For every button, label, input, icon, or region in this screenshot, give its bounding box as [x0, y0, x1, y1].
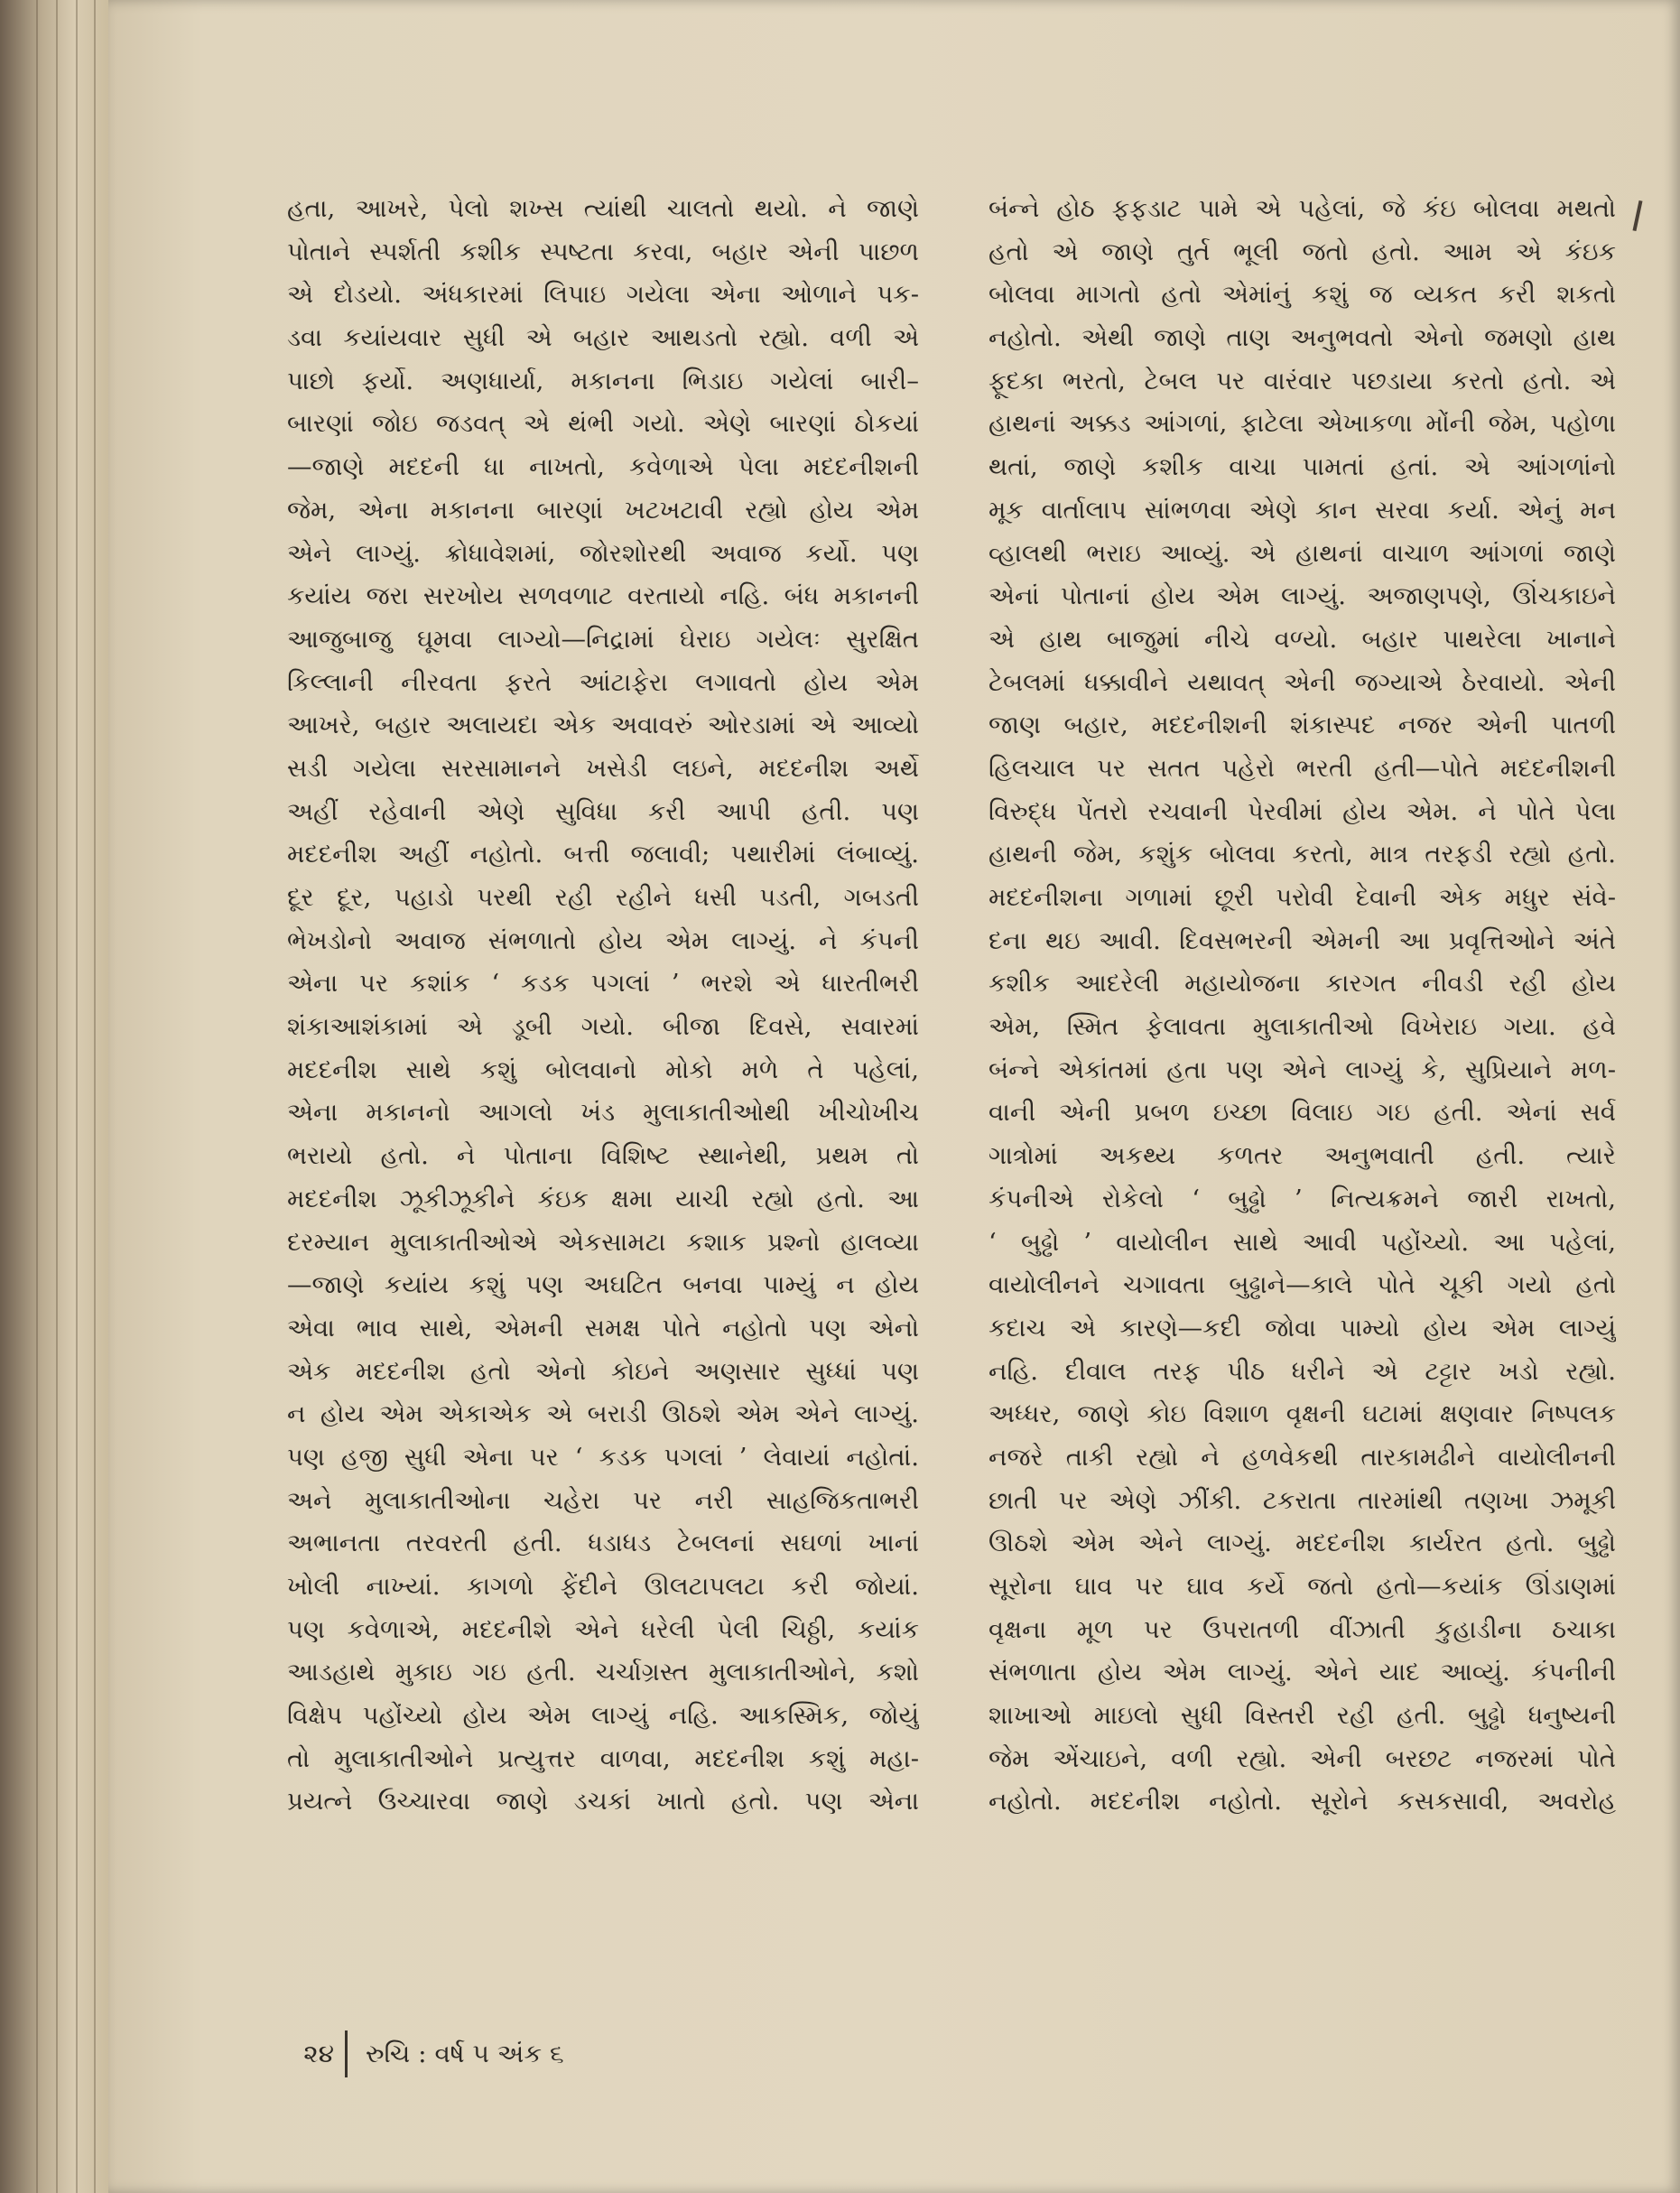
text-line: અહીં રહેવાની એણે સુવિધા કરી આપી હતી. પણ	[287, 796, 919, 826]
text-line: દૂર દૂર, પહાડો પરથી રહી રહીને ધસી પડતી, ગબડતી	[287, 883, 919, 912]
page-edge-line	[36, 0, 38, 2193]
page-edge-line	[76, 0, 78, 2193]
text-line: કંપનીએ રોકેલો ‘ બુઢ્ઢો ’ નિત્યક્રમને જારી રાખતો,	[989, 1184, 1616, 1213]
text-line: એનાં પોતાનાં હોય એમ લાગ્યું. અજાણપણે, ઊંચકાઇને	[989, 581, 1616, 611]
text-line: કિલ્લાની નીરવતા ફરતે આંટાફેરા લગાવતો હોય એમ	[287, 667, 919, 697]
text-line: સડી ગયેલા સરસામાનને ખસેડી લઇને, મદદનીશ અર્થે	[287, 753, 919, 783]
text-line: એવા ભાવ સાથે, એમની સમક્ષ પોતે નહોતો પણ એનો	[287, 1313, 919, 1343]
text-line: અને મુલાકાતીઓના ચહેરા પર નરી સાહજિકતાભરી	[287, 1485, 919, 1515]
text-line: જેમ, એના મકાનના બારણાં ખટખટાવી રહ્યો હોય એમ	[287, 495, 919, 525]
text-line: નજરે તાકી રહ્યો ને હળવેકથી તારકામઢીને વાયોલીનની	[989, 1442, 1616, 1472]
text-line: ગાત્રોમાં અકથ્ય કળતર અનુભવાતી હતી. ત્યારે	[989, 1141, 1616, 1171]
text-line: એના મકાનનો આગલો ખંડ મુલાકાતીઓથી ખીચોખીચ	[287, 1098, 919, 1128]
text-line: વાની એની પ્રબળ ઇચ્છા વિલાઇ ગઇ હતી. એનાં સર્વ	[989, 1098, 1616, 1128]
page-edge-line	[94, 0, 96, 2193]
text-line: શંકાઆશંકામાં એ ડૂબી ગયો. બીજા દિવસે, સવારમાં	[287, 1012, 919, 1042]
text-line: પ્રયત્ને ઉચ્ચારવા જાણે ડચકાં ખાતો હતો. પણ એના	[287, 1787, 919, 1817]
text-line: ઊઠશે એમ એને લાગ્યું. મદદનીશ કાર્યરત હતો. બુઢ્ઢો	[989, 1529, 1616, 1558]
text-line: એમ, સ્મિત ફેલાવતા મુલાકાતીઓ વિખેરાઇ ગયા. હવે	[989, 1012, 1616, 1042]
text-line: મદદનીશ ઝૂકીઝૂકીને કંઇક ક્ષમા યાચી રહ્યો હતો. આ	[287, 1184, 919, 1213]
text-line: દરમ્યાન મુલાકાતીઓએ એકસામટા કશાક પ્રશ્નો હાલવ્યા	[287, 1227, 919, 1257]
text-line: આડહાથે મુકાઇ ગઇ હતી. ચર્ચાગ્રસ્ત મુલાકાતીઓને, કશો	[287, 1658, 919, 1687]
text-line: મદદનીશના ગળામાં છૂરી પરોવી દેવાની એક મધુર સંવે-	[989, 883, 1616, 912]
text-line: સંભળાતા હોય એમ લાગ્યું. એને યાદ આવ્યું. કંપનીની	[989, 1658, 1616, 1687]
text-line: દના થઇ આવી. દિવસભરની એમની આ પ્રવૃત્તિઓને અંતે	[989, 925, 1616, 955]
text-line: અધ્ધર, જાણે કોઇ વિશાળ વૃક્ષની ઘટામાં ક્ષણવાર નિષ્પલક	[989, 1399, 1616, 1429]
text-line: કયાંય જરા સરખોય સળવળાટ વરતાયો નહિ. બંધ મકાનની	[287, 581, 919, 611]
text-line: હતો એ જાણે તુર્ત ભૂલી જતો હતો. આમ એ કંઇક	[989, 237, 1616, 266]
text-line: પણ હજી સુધી એના પર ‘ કડક પગલાં ’ લેવાયાં નહોતાં.	[287, 1442, 919, 1472]
text-line: ખોલી નાખ્યાં. કાગળો ફેંદીને ઊલટાપલટા કરી જોયાં.	[287, 1572, 919, 1601]
text-line: શાખાઓ માઇલો સુધી વિસ્તરી રહી હતી. બુઢ્ઢો ધનુષ્યની	[989, 1701, 1616, 1731]
text-line: મૂક વાર્તાલાપ સાંભળવા એણે કાન સરવા કર્યા. એનું મન	[989, 495, 1616, 525]
text-line: નહોતો. મદદનીશ નહોતો. સૂરોને કસકસાવી, અવરોહ	[989, 1787, 1616, 1817]
footer-divider	[345, 2030, 348, 2077]
text-line: કદાચ એ કારણે—કદી જોવા પામ્યો હોય એમ લાગ્યું	[989, 1313, 1616, 1343]
text-line: ન હોય એમ એકાએક એ બરાડી ઊઠશે એમ એને લાગ્યું.	[287, 1399, 919, 1429]
text-line: ભરાયો હતો. ને પોતાના વિશિષ્ટ સ્થાનેથી, પ્રથમ તો	[287, 1141, 919, 1171]
text-line: છાતી પર એણે ઝીંકી. ટકરાતા તારમાંથી તણખા ઝમૂકી	[989, 1485, 1616, 1515]
text-line: મદદનીશ સાથે કશું બોલવાનો મોકો મળે તે પહેલાં,	[287, 1055, 919, 1084]
text-line: બારણાં જોઇ જડવત્ એ થંભી ગયો. એણે બારણાં ઠોકયાં	[287, 409, 919, 439]
text-line: મદદનીશ અહીં નહોતો. બત્તી જલાવી; પથારીમાં લંબાવ્યું.	[287, 840, 919, 869]
text-line: એ દોડયો. અંધકારમાં લિપાઇ ગયેલા એના ઓળાને પક-	[287, 280, 919, 310]
text-line: બોલવા માગતો હતો એમાંનું કશું જ વ્યકત કરી શકતો	[989, 280, 1616, 310]
text-line: ભેખડોનો અવાજ સંભળાતો હોય એમ લાગ્યું. ને કંપની	[287, 925, 919, 955]
text-line: ડવા કયાંયવાર સુધી એ બહાર આથડતો રહ્યો. વળી એ	[287, 323, 919, 353]
text-line: આજુબાજુ ઘૂમવા લાગ્યો—નિદ્રામાં ઘેરાઇ ગયેલઃ સુરક્ષિત	[287, 624, 919, 654]
text-line: જેમ એંચાઇને, વળી રહ્યો. એની બરછટ નજરમાં પોતે	[989, 1743, 1616, 1773]
journal-title: રુચિ : વર્ષ ૫ અંક ૬	[366, 2039, 564, 2068]
text-line: વૃક્ષના મૂળ પર ઉપરાતળી વીંઝાતી કુહાડીના ઠચાકા	[989, 1614, 1616, 1644]
page-number: ૨૪	[303, 2039, 334, 2068]
text-line: સૂરોના ઘાવ પર ઘાવ કર્યે જતો હતો—કયાંક ઊંડાણમાં	[989, 1572, 1616, 1601]
text-line: હાથની જેમ, કશુંક બોલવા કરતો, માત્ર તરફડી રહ્યો હતો.	[989, 840, 1616, 869]
text-line: અભાનતા તરવરતી હતી. ધડાધડ ટેબલનાં સઘળાં ખાનાં	[287, 1529, 919, 1558]
text-line: નહિ. દીવાલ તરફ પીઠ ધરીને એ ટટ્ટાર ખડો રહ્યો.	[989, 1356, 1616, 1386]
text-line: —જાણે કયાંય કશું પણ અઘટિત બનવા પામ્યું ન હોય	[287, 1270, 919, 1300]
text-line: પાછો ફર્યો. અણધાર્યા, મકાનના ભિડાઇ ગયેલાં બારી–	[287, 366, 919, 395]
text-line: પણ કવેળાએ, મદદનીશે એને ધરેલી પેલી ચિઠ્ઠી, કયાંક	[287, 1614, 919, 1644]
text-line: જાણ બહાર, મદદનીશની શંકાસ્પદ નજર એની પાતળી	[989, 711, 1616, 740]
text-line: ફૂદકા ભરતો, ટેબલ પર વારંવાર પછડાયા કરતો હતો. એ	[989, 366, 1616, 395]
text-line: એને લાગ્યું. ક્રોધાવેશમાં, જોરશોરથી અવાજ કર્યો. પણ	[287, 538, 919, 568]
text-line: એક મદદનીશ હતો એનો કોઇને અણસાર સુધ્ધાં પણ	[287, 1356, 919, 1386]
text-line: નહોતો. એથી જાણે તાણ અનુભવતો એનો જમણો હાથ	[989, 323, 1616, 353]
text-line: એ હાથ બાજુમાં નીચે વળ્યો. બહાર પાથરેલા ખાનાને	[989, 624, 1616, 654]
left-text-column	[287, 188, 919, 1824]
text-line: હિલચાલ પર સતત પહેરો ભરતી હતી—પોતે મદદનીશની	[989, 753, 1616, 783]
text-line: —જાણે મદદની ધા નાખતો, કવેળાએ પેલા મદદનીશની	[287, 452, 919, 482]
text-line: તો મુલાકાતીઓને પ્રત્યુત્તર વાળવા, મદદનીશ કશું મહા-	[287, 1743, 919, 1773]
text-line: ‘ બુઢ્ઢો ’ વાયોલીન સાથે આવી પહોંચ્યો. આ પહેલાં,	[989, 1227, 1616, 1257]
text-line: હાથનાં અક્કડ આંગળાં, ફાટેલા એખાકળા મોંની જેમ, પહોળા	[989, 409, 1616, 439]
page-footer	[271, 2027, 564, 2081]
text-line: એના પર કશાંક ‘ કડક પગલાં ’ ભરશે એ ધારતીભરી	[287, 969, 919, 999]
text-line: હતા, આખરે, પેલો શખ્સ ત્યાંથી ચાલતો થયો. ને જાણે	[287, 194, 919, 223]
text-line: કશીક આદરેલી મહાયોજના કારગત નીવડી રહી હોય	[989, 969, 1616, 999]
text-line: બંન્ને એકાંતમાં હતા પણ એને લાગ્યું કે, સુપ્રિયાને મળ-	[989, 1055, 1616, 1084]
text-line: આખરે, બહાર અલાયદા એક અવાવરું ઓરડામાં એ આવ્યો	[287, 711, 919, 740]
text-line: ટેબલમાં ધક્કાવીને યથાવત્ એની જગ્યાએ ઠેરવાયો. એની	[989, 667, 1616, 697]
text-line: વિક્ષેપ પહોંચ્યો હોય એમ લાગ્યું નહિ. આકસ્મિક, જોયું	[287, 1701, 919, 1731]
text-line: વ્હાલથી ભરાઇ આવ્યું. એ હાથનાં વાચાળ આંગળાં જાણે	[989, 538, 1616, 568]
text-line: બંન્ને હોઠ ફફડાટ પામે એ પહેલાં, જે કંઇ બોલવા મથતો	[989, 194, 1616, 223]
right-text-column	[989, 188, 1616, 1824]
text-line: વિરુદ્ધ પેંતરો રચવાની પેરવીમાં હોય એમ. ને પોતે પેલા	[989, 796, 1616, 826]
text-line: પોતાને સ્પર્શતી કશીક સ્પષ્ટતા કરવા, બહાર એની પાછળ	[287, 237, 919, 266]
page-edge-line	[56, 0, 58, 2193]
text-line: થતાં, જાણે કશીક વાચા પામતાં હતાં. એ આંગળાંનો	[989, 452, 1616, 482]
text-line: વાયોલીનને ચગાવતા બુઢ્ઢાને—કાલે પોતે ચૂકી ગયો હતો	[989, 1270, 1616, 1300]
